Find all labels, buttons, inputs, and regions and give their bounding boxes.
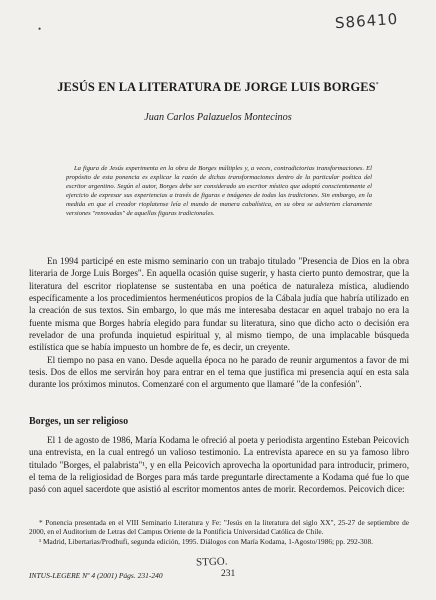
footnote: * Ponencia presentada en el VIII Seminario Literatura y Fe: "Jesús en la literatura del siglo XX", 25-27 de septiembre de 2000, en el Auditorium de Letras del Campus Oriente de la Pontificia Universidad Católica de Chile. — [29, 518, 409, 537]
body-paragraph: El 1 de agosto de 1986, María Kodama le ofreció al poeta y periodista argentino Esteban Peicovich una entrevista, en la cual entregó un valioso testimonio. La entrevista aparece en su ya famoso libro titulado "Borges, el palabrista"¹, y en ella Peicovich aprovecha la oportunidad para introducir, primero, el tema de la religiosidad de Borges para más tarde preguntarle directamente a Kodama qué fue lo que pasó con aquel sacerdote que asistió al escritor momentos antes de morir. Recordemos. Peicovich dice: — [29, 435, 409, 495]
body-paragraph: En 1994 participé en este mismo seminario con un trabajo titulado "Presencia de Dios en la obra literaria de Jorge Luis Borges". En aquella ocasión quise sugerir, y hasta cierto punto demostrar, que la literatura del escritor rioplatense se sustentaba en una poética de naturaleza mística, aludiendo específicamente a los procedimientos hermenéuticos propios de la Cábala judía que habría utilizado en la creación de sus textos. Sin embargo, lo que más me interesaba destacar en aquel trabajo no era la fuente misma que Borges habría elegido para fundar su literatura, sino que dicho acto o decisión era revelador de una profunda inquietud espiritual y, al mismo tiempo, de una implacable búsqueda estilística que se había impuesto un hombre de fe, es decir, un creyente. — [29, 256, 409, 353]
introduction — [29, 255, 409, 391]
section-heading: Borges, un ser religioso — [29, 416, 129, 427]
title-text: JESÚS EN LA LITERATURA DE JORGE LUIS BORGES — [57, 80, 376, 94]
page-number: 231 — [221, 569, 236, 579]
footnotes — [29, 518, 409, 546]
page-footer — [29, 571, 409, 580]
abstract: La figura de Jesús experimenta en la obra de Borges múltiples y, a veces, contradictorias transformaciones. El propósito de esta ponencia es explicar la razón de dichas transformaciones dentro de la particular poética del escritor argentino. Según el autor, Borges debe ser considerado un escritor místico que adoptó conscientemente el ejercicio de expresar sus experiencias a través de figuras e imágenes de todas las tradiciones. Sin embargo, en la medida en que el creador rioplatense leía el mundo de manera cabalística, en su obra se advierten claramente versiones "renovadas" de aquellas figuras tradicionales. — [66, 165, 372, 218]
title-footnote-marker: * — [375, 81, 379, 88]
margin-mark: • — [38, 24, 42, 34]
body-paragraph: El tiempo no pasa en vano. Desde aquella época no he parado de reunir argumentos a favor de mi tesis. Dos de ellos me servirán hoy para entrar en el tema que justifica mi presencia aquí en esta sala durante los próximos minutos. Comenzaré con el argumento que llamaré "de la confesión". — [29, 354, 409, 390]
article-title — [20, 80, 416, 95]
footnote: ¹ Madrid, Libertarias/Prodhufi, segunda edición, 1995. Diálogos con María Kodama, 1-Agosto/1986; pp. 292-308. — [39, 536, 373, 546]
handwritten-stamp: STGO. — [195, 555, 228, 569]
journal-citation: INTUS-LEGERE Nº 4 (2001) Págs. 231-240 — [29, 571, 163, 580]
section-body — [29, 434, 409, 496]
author-name: Juan Carlos Palazuelos Montecinos — [144, 112, 292, 123]
handwritten-call-number: S86410 — [334, 9, 399, 33]
